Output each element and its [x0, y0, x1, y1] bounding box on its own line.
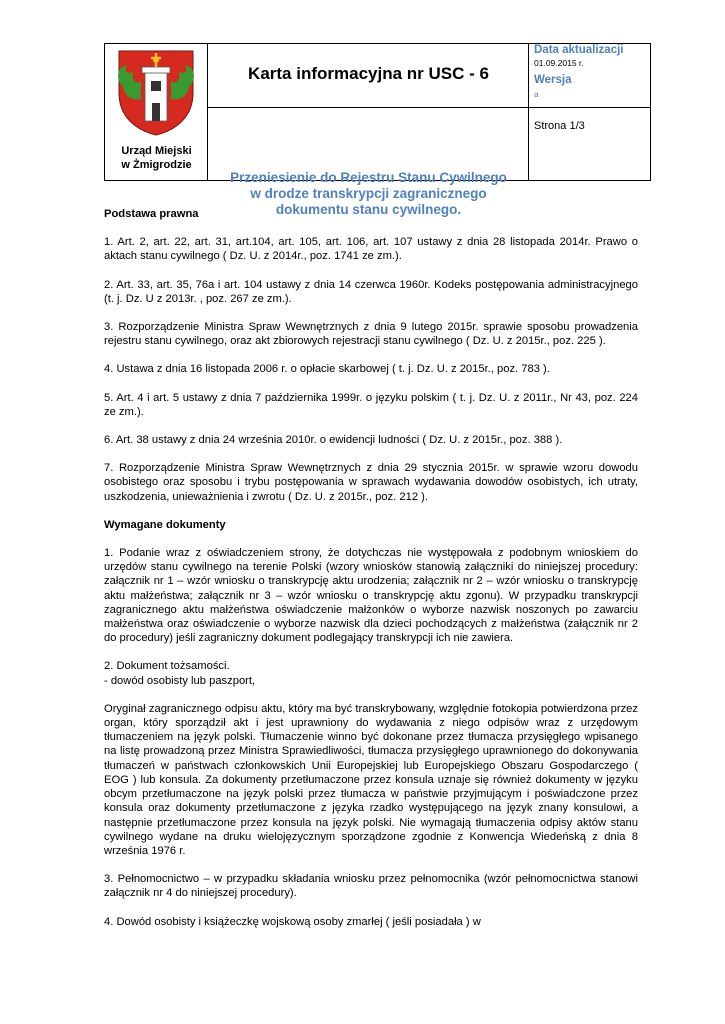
title-cell: [208, 44, 529, 108]
coat-of-arms-icon: [111, 49, 201, 137]
required-doc-4: 4. Dowód osobisty i książeczkę wojskową osoby zmarłej ( jeśli posiadała ) w: [104, 915, 481, 928]
subject-line-3: dokumentu stanu cywilnego.: [275, 202, 462, 217]
office-name: [105, 144, 208, 172]
office-line-1: Urząd Miejski: [121, 145, 192, 157]
required-docs-heading: Wymagane dokumenty: [104, 518, 226, 531]
required-doc-2-detail: - dowód osobisty lub paszport,: [104, 674, 256, 687]
version-value: a: [534, 89, 539, 99]
subject-line-2: w drodze transkrypcji zagranicznego: [250, 186, 487, 201]
legal-basis-item-6: 6. Art. 38 ustawy z dnia 24 września 2010r. o ewidencji ludności ( Dz. U. z 2015r., poz. 388 ).: [104, 434, 563, 447]
legal-basis-item-3: 3. Rozporządzenie Ministra Spraw Wewnętrznych z dnia 9 lutego 2015r. sprawie sposobu prowadzenia rejestru stanu cywilnego, oraz akt zbiorowych rejestracji stanu cywilnego ( Dz. U. z 2015r., poz. 225 ).: [104, 321, 638, 348]
subject-line-1: Przeniesienie do Rejestru Stanu Cywilnego: [230, 170, 507, 185]
required-doc-1: 1. Podanie wraz z oświadczeniem strony, że dotychczas nie występowała z podobnym wnioskiem do urzędów stanu cywilnego na terenie Polski (wzory wniosków stanowią załączniki do niniejszej procedury: załącznik nr 1 – wzór wniosku o transkrypcję aktu urodzenia; załącznik nr 2 – wzór wniosku o transkrypcję aktu małżeństwa; załącznik nr 3 – wzór wniosku o transkrypcję aktu zgonu). W przypadku transkrypcji zagranicznego aktu małżeństwa oświadczenie małżonków o wyborze nazwisk noszonych po zawarciu małżeństwa oraz oświadczenie o wyborze nazwisk dla dzieci pochodzących z małżeństwa (załącznik nr 2 do procedury) jeśli zagraniczny dokument podlegający transkrypcji ich nie zawiera.: [104, 547, 638, 645]
document-body: [104, 207, 638, 929]
page-cell: [529, 108, 650, 180]
original-document-paragraph: Oryginał zagranicznego odpisu aktu, który ma być transkrybowany, względnie fotokopia potwierdzona przez organ, który sporządził akt i jest uprawniony do wydawania z niego odpisów wraz z urzędowym tłumaczeniem na język polski. Tłumaczenie winno być dokonane przez tłumacza przysięgłego wpisanego na listę prowadzoną przez Ministra Sprawiedliwości, tłumacza przysięgłego uprawnionego do dokonywania tłumaczeń w państwach członkowskich Unii Europejskiej lub Europejskiego Obszaru Gospodarczego ( EOG ) lub konsula. Za dokumenty przetłumaczone przez konsula uznaje się również dokumenty w języku obcym przetłumaczone na język polski przez tłumacza w państwie przyjmującym i poświadczone przez konsula oraz dokumenty przetłumaczone z języka rzadko występującego na język znany konsulowi, a następnie przetłumaczone przez konsula na język polski. Nie wymagają tłumaczenia odpisy aktów stanu cywilnego wydane na druku wielojęzycznym sporządzone zgodnie z Konwencja Wiedeńską z dnia 8 września 1976 r.: [104, 702, 638, 857]
legal-basis-item-5: 5. Art. 4 i art. 5 ustawy z dnia 7 października 1999r. o języku polskim ( t. j. Dz. U. z 2011r., Nr 43, poz. 224 ze zm.).: [104, 391, 638, 418]
page-number: Strona 1/3: [534, 120, 585, 132]
meta-cell: [529, 44, 650, 108]
legal-basis-item-2: 2. Art. 33, art. 35, 76a i art. 104 ustawy z dnia 14 czerwca 1960r. Kodeks postępowania administracyjnego (t. j. Dz. U z 2013r. , poz. 267 ze zm.).: [104, 278, 638, 305]
legal-basis-item-4: 4. Ustawa z dnia 16 listopada 2006 r. o opłacie skarbowej ( t. j. Dz. U. z 2015r., poz. 783 ).: [104, 363, 550, 376]
required-doc-2-title: 2. Dokument tożsamości.: [104, 660, 230, 673]
legal-basis-item-7: 7. Rozporządzenie Ministra Spraw Wewnętrznych z dnia 29 stycznia 2015r. w sprawie wzoru dowodu osobistego oraz sposobu i trybu postępowania w sprawach wydawania dowodów osobistych, ich utraty, uszkodzenia, unieważnienia i zwrotu ( Dz. U. z 2015r., poz. 212 ).: [104, 462, 638, 503]
required-doc-3: 3. Pełnomocnictwo – w przypadku składania wniosku przez pełnomocnika (wzór pełnomocnictwa stanowi załącznik nr 4 do niniejszej procedury).: [104, 873, 638, 900]
office-line-2: w Żmigrodzie: [121, 159, 192, 171]
update-label: Data aktualizacji: [534, 44, 624, 56]
version-label: Wersja: [534, 74, 572, 86]
logo-cell: [105, 44, 208, 180]
card-title: Karta informacyjna nr USC - 6: [248, 64, 489, 83]
update-date: 01.09.2015 r.: [534, 58, 584, 68]
legal-basis-heading: Podstawa prawna: [104, 208, 199, 220]
legal-basis-item-1: 1. Art. 2, art. 22, art. 31, art.104, art. 105, art. 106, art. 107 ustawy z dnia 28 listopada 2014r. Prawo o aktach stanu cywilnego ( Dz. U. z 2014r., poz. 1741 ze zm.).: [104, 236, 638, 263]
